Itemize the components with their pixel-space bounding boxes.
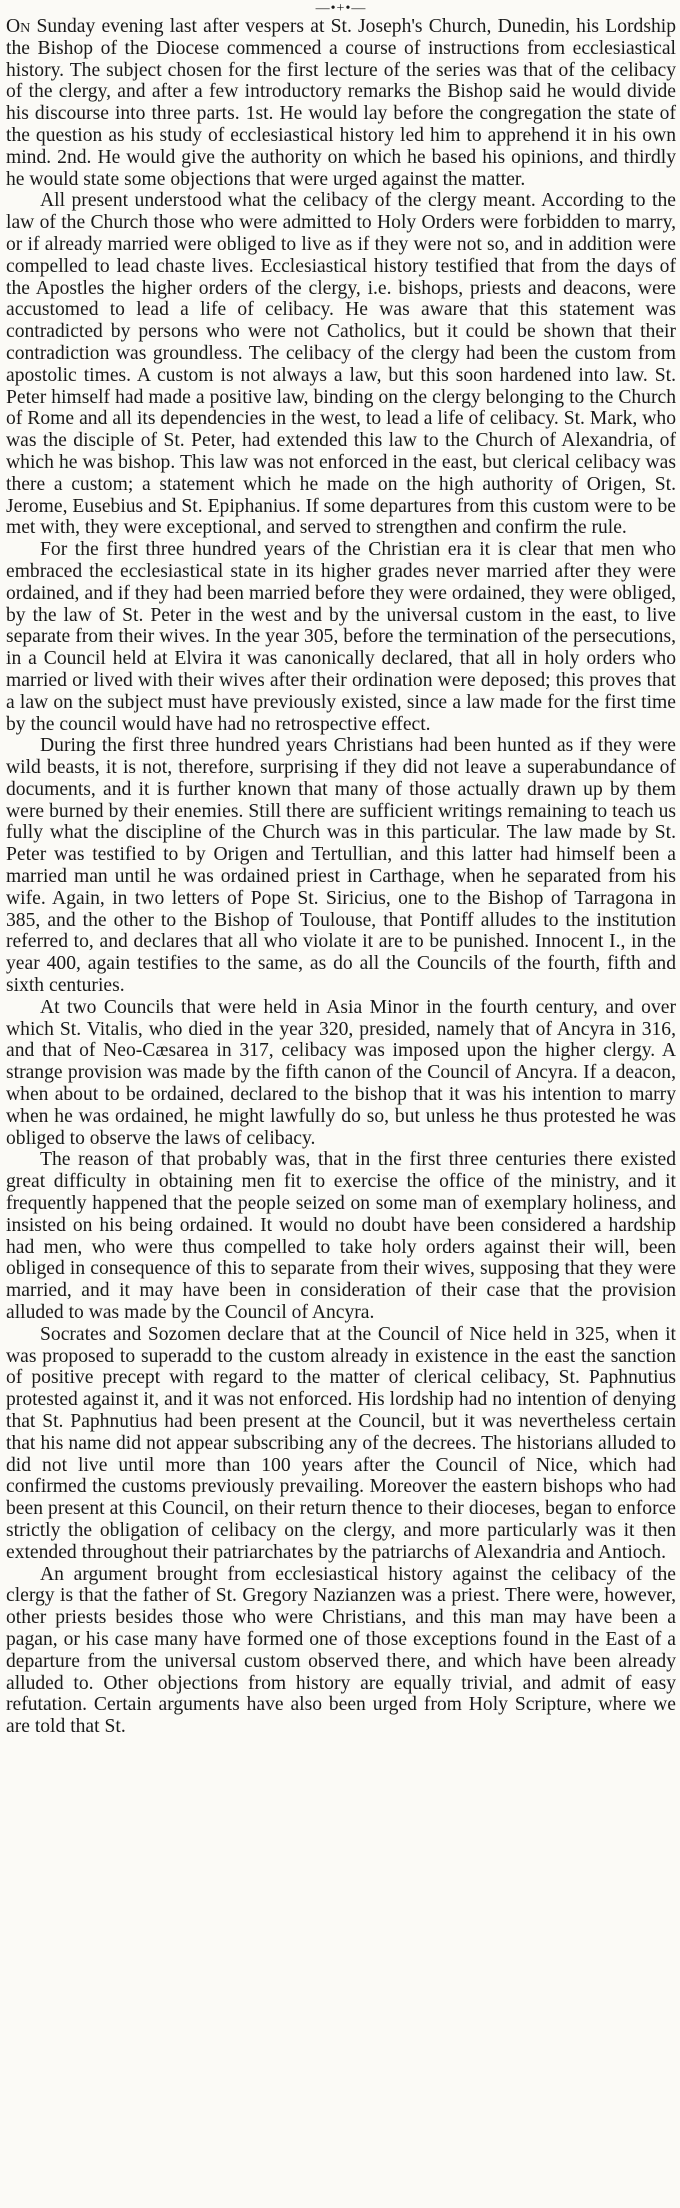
paragraph-8: An argument brought from ecclesiastical history against the celibacy of the clergy is that the father of St. Gregory Nazianzen was a priest. There were, however, other priests besides those who were Christians, and this man may have been a pagan, or his case many have formed one of those exceptions found in the East of a departure from the universal custom observed there, and which have been already alluded to. Other objections from history are equally trivial, and admit of easy refutation. Certain arguments have also been urged from Holy Scripture, where we are told that St.: [6, 1563, 676, 1738]
paragraph-4: During the first three hundred years Christians had been hunted as if they were wild beasts, it is not, therefore, surprising if they did not leave a superabundance of documents, and it is further known that many of those actually drawn up by them were burned by their enemies. Still there are sufficient writings remaining to teach us fully what the discipline of the Church was in this particular. The law made by St. Peter was testified to by Origen and Tertullian, and this latter had himself been a married man until he was ordained priest in Carthage, when he separated from his wife. Again, in two letters of Pope St. Siricius, one to the Bishop of Tarragona in 385, and the other to the Bishop of Toulouse, that Pontiff alludes to the institution referred to, and declares that all who violate it are to be punished. Innocent I., in the year 400, again testifies to the same, as do all the Councils of the fourth, fifth and sixth centuries.: [6, 735, 676, 997]
paragraph-7: Socrates and Sozomen declare that at the Council of Nice held in 325, when it was proposed to superadd to the custom already in existence in the east the sanction of positive precept with regard to the matter of clerical celibacy, St. Paphnutius protested against it, and it was not enforced. His lordship had no intention of denying that St. Paphnutius had been present at the Council, but it was nevertheless certain that his name did not appear subscribing any of the decrees. The historians alluded to did not live until more than 100 years after the Council of Nice, which had confirmed the customs previously prevailing. Moreover the eastern bishops who had been present at this Council, on their return thence to their dioceses, began to enforce strictly the obligation of celibacy on the clergy, and more particularly was it then extended throughout their patriarchates by the patriarchs of Alexandria and Antioch.: [6, 1323, 676, 1563]
paragraph-1-text: Sunday evening last after vespers at St. Joseph's Church, Dunedin, his Lordship the Bishop of the Diocese commenced a course of instructions from ecclesiastical history. The subject chosen for the first lecture of the series was that of the celibacy of the clergy, and after a few introductory remarks the Bishop said he would divide his discourse into three parts. 1st. He would lay before the congregation the state of the question as his study of ecclesiastical history led him to apprehend it in his own mind. 2nd. He would give the authority on which he based his opinions, and thirdly he would state some objections that were urged against the matter.: [6, 16, 676, 190]
paragraph-1: [6, 16, 676, 190]
paragraph-6: The reason of that probably was, that in the first three centuries there existed great difficulty in obtaining men fit to exercise the office of the ministry, and it frequently happened that the people seized on some man of exemplary holiness, and insisted on his being ordained. It would no doubt have been considered a hardship had men, who were thus compelled to take holy orders against their will, been obliged in consequence of this to separate from their wives, supposing that they were married, and it may have been in consideration of their case that the provision alluded to was made by the Council of Ancyra.: [6, 1149, 676, 1324]
paragraph-5: At two Councils that were held in Asia Minor in the fourth century, and over which St. Vitalis, who died in the year 320, presided, namely that of Ancyra in 316, and that of Neo-Cæsarea in 317, celibacy was imposed upon the higher clergy. A strange provision was made by the fifth canon of the Council of Ancyra. If a deacon, when about to be ordained, declared to the bishop that it was his intention to marry when he was ordained, he might lawfully do so, but unless he thus protested he was obliged to observe the laws of celibacy.: [6, 996, 676, 1149]
article-body: [6, 16, 676, 1738]
paragraph-3: For the first three hundred years of the Christian era it is clear that men who embraced the ecclesiastical state in its higher grades never married after they were ordained, and if they had been married before they were ordained, they were obliged, by the law of St. Peter in the west and by the universal custom in the east, to live separate from their wives. In the year 305, before the termination of the persecutions, in a Council held at Elvira it was canonically declared, that all in holy orders who married or lived with their wives after their ordination were deposed; this proves that a law on the subject must have previously existed, since a law made for the first time by the council would have had no retrospective effect.: [6, 539, 676, 735]
paragraph-2: All present understood what the celibacy of the clergy meant. According to the law of the Church those who were admitted to Holy Orders were forbidden to marry, or if already married were obliged to live as if they were not so, and in addition were compelled to lead chaste lives. Ecclesiastical history testified that from the days of the Apostles the higher orders of the clergy, i.e. bishops, priests and deacons, were accustomed to lead a life of celibacy. He was aware that this statement was contradicted by persons who were not Catholics, but it could be shown that their contradiction was groundless. The celibacy of the clergy had been the custom from apostolic times. A custom is not always a law, but this soon hardened into law. St. Peter himself had made a positive law, binding on the clergy belonging to the Church of Rome and all its dependencies in the west, to lead a life of celibacy. St. Mark, who was the disciple of St. Peter, had extended this law to the Church of Alexandria, of which he was bishop. This law was not enforced in the east, but clerical celibacy was there a custom; a statement which he made on the high authority of Origen, St. Jerome, Eusebius and St. Epiphanius. If some departures from this custom were to be met with, they were exceptional, and served to strengthen and confirm the rule.: [6, 190, 676, 539]
opening-word: On: [6, 16, 31, 37]
section-divider-ornament: —•+•—: [315, 1, 367, 16]
